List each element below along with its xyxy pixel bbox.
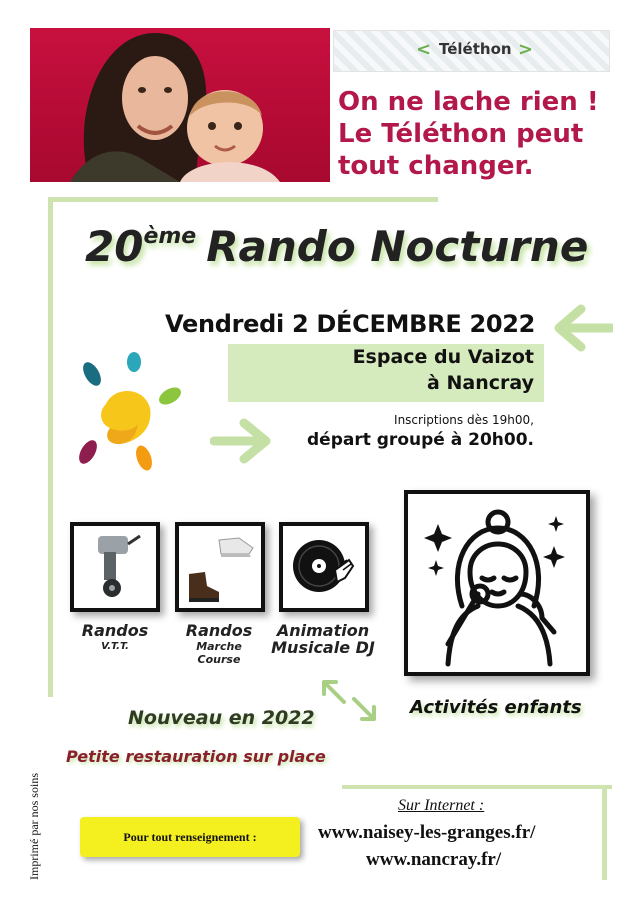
vtt-label: Randos bbox=[81, 621, 149, 640]
title-number: 20 bbox=[85, 222, 144, 271]
restauration-text: Petite restauration sur place bbox=[66, 747, 326, 766]
course-sublabel: Course bbox=[197, 653, 241, 666]
slogan-line: Le Téléthon peut bbox=[338, 119, 584, 149]
sun-logo-icon bbox=[78, 352, 188, 476]
header-photo bbox=[30, 28, 330, 182]
slogan bbox=[338, 86, 628, 182]
event-date: Vendredi 2 DÉCEMBRE 2022 bbox=[165, 310, 536, 338]
dj-thumbnail bbox=[279, 522, 369, 612]
frame-border-top bbox=[48, 197, 438, 202]
sur-internet-label: Sur Internet : bbox=[398, 797, 485, 814]
girl-microphone-icon bbox=[408, 494, 586, 672]
telethon-logo: Téléthon bbox=[439, 40, 512, 58]
url-naisey-link[interactable]: www.naisey-les-granges.fr/ bbox=[318, 822, 536, 843]
marche-label: Randos bbox=[185, 621, 253, 640]
kids-label: Activités enfants bbox=[410, 697, 582, 718]
shoes-icon bbox=[179, 526, 261, 608]
arrow-down-right-icon bbox=[350, 695, 380, 725]
title-text: Rando Nocturne bbox=[206, 222, 589, 271]
telethon-banner bbox=[333, 30, 610, 72]
arrow-right-icon bbox=[210, 418, 272, 464]
bike-derailleur-icon bbox=[74, 526, 156, 608]
depart-text: départ groupé à 20h00. bbox=[307, 430, 534, 450]
frame-border-left bbox=[48, 197, 53, 697]
imprime-label: Imprimé par nos soins bbox=[27, 773, 41, 880]
dj-label-2: Musicale DJ bbox=[271, 638, 375, 657]
inscriptions-text: Inscriptions dès 19h00, bbox=[394, 413, 534, 427]
slogan-line: On ne lache rien ! bbox=[338, 87, 599, 117]
vtt-thumbnail bbox=[70, 522, 160, 612]
vinyl-dj-icon bbox=[283, 526, 365, 608]
place-line-1: Espace du Vaizot bbox=[352, 346, 534, 368]
mother-child-illustration bbox=[30, 28, 330, 182]
vtt-sublabel: V.T.T. bbox=[101, 641, 129, 652]
right-arrows-icon: > bbox=[518, 39, 534, 60]
left-arrows-icon: < bbox=[416, 39, 432, 60]
place-line-2: à Nancray bbox=[427, 372, 534, 394]
footer-border-top bbox=[342, 785, 612, 789]
imprime-text bbox=[27, 722, 47, 882]
dj-label-1: Animation bbox=[276, 621, 370, 640]
arrow-up-left-icon bbox=[318, 676, 348, 706]
kids-activity-box bbox=[404, 490, 590, 676]
marche-course-thumbnail bbox=[175, 522, 265, 612]
nouveau-text: Nouveau en 2022 bbox=[128, 707, 315, 729]
url-nancray-link[interactable]: www.nancray.fr/ bbox=[366, 849, 502, 870]
marche-sublabel: Marche bbox=[196, 640, 242, 653]
slogan-line: tout changer. bbox=[338, 151, 534, 181]
info-button[interactable]: Pour tout renseignement : bbox=[80, 817, 300, 857]
event-title bbox=[85, 222, 588, 271]
title-suffix: ème bbox=[143, 224, 197, 249]
arrow-left-icon bbox=[553, 303, 613, 353]
footer-border-right bbox=[602, 785, 607, 880]
